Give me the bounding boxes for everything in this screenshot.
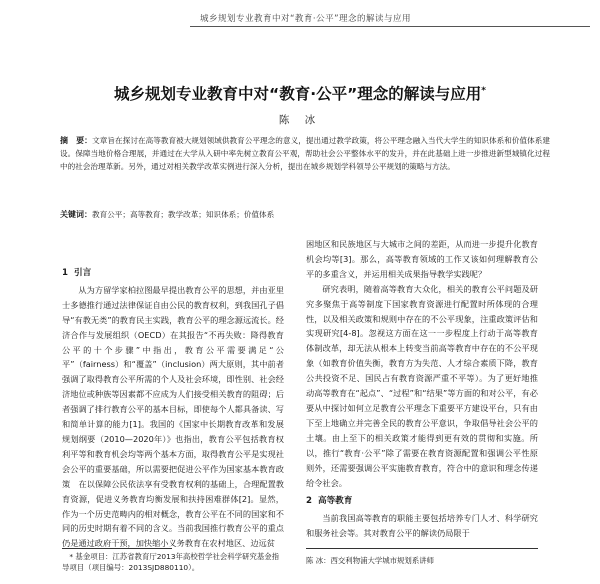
abstract <box>60 134 550 173</box>
body-paragraph: 从为方留学家柏拉图最早提出教育公平的思想，并由亚里士多德推行通过法律保证自由公民的教育权利，到我国孔子倡导“有教无类”的教育民主实践，教育公平的理念源远流长。经济合作与发展组织（OECD）在其报告“不再失败：降得教育公平的十个步骤”中指出，教育公平需要满足“公平”（fairness）和“覆盖”（inclusion）两大原则，其中前者强调了取得教育公平所需的个人及社会环境，即性别、社会经济地位或种族等因素都不应成为人们接受相关教育的阻碍；后者强调了排行教育公平的基本目标，即使每个人都具备读、写和简单计算的能力[1]。我国的《国家中长期教育改革和发展规划纲要（2010—2020年）》也指出，教育公平包括教育权利平等和教育机会均等两个基本方面，取得教育公平是实现社会公平的重要基础，所以需要把促进公平作为国家基本教育政策 在以保障公民依法享有受教育权利的基础上，合理配置教育资源，促进义务教育均衡发展和扶持困难群体[2]。显然，作为一个历史范畴内的相对概念，教育公平在不同的国家和不同的历史时期有着不同的含义。当前我国推行教育公平的重点仍是通过政府干预，加快缩小义务教育在农村地区、边远贫 <box>62 284 284 549</box>
running-header: 城乡规划专业教育中对“教育·公平”理念的解读与应用 <box>200 14 412 24</box>
header-rule <box>190 26 590 27</box>
section-title: 引言 <box>73 268 92 278</box>
left-column <box>62 266 284 551</box>
author-footnote: 陈 冰：西交利物浦大学城市规划系讲师 <box>306 556 434 565</box>
abstract-label: 摘 要： <box>60 136 93 145</box>
footnote-rule <box>306 548 538 549</box>
section-title: 高等教育 <box>317 496 353 507</box>
section-number: 1 <box>62 268 68 278</box>
abstract-text: 文章旨在探讨在高等教育被大规划领域供教育公平理念的意义，提出通过教学政策，将公平理念融入当代大学生的知识体系和价值体系建设。保障当地价格合理展，并通过在大学从入研中率先树立教育公平观，帮助社会公平整体水平的发升，并在此基础上进一步推进新型城镇化过程中的社会治理革新。另外，通过对相关教学改革实例进行深入分析，提出在城乡规划学科领导公平规划的策略与方法。 <box>60 136 550 171</box>
funding-footnote: * 基金项目：江苏省教育厅2013年高校哲学社会科学研究基金指导项目（项目编号：2013SJD880110）。 <box>62 552 280 572</box>
keywords <box>60 209 550 221</box>
body-paragraph-continued: 困地区和民族地区与大城市之间的差距，从而进一步提升化教育机会均等[3]。那么，高等教育领域的工作又该如何理解教育公平的多重含义，并运用相关成果指导教学实践呢？ <box>306 239 538 279</box>
body-paragraph: 当前我国高等教育的职能主要包括培养专门人才、科学研究和服务社会等。其对教育公平的解读仍局限于 <box>306 513 538 539</box>
keywords-text: 教育公平；高等教育；教学改革；知识体系；价值体系 <box>92 210 275 219</box>
author: 陈 冰 <box>278 114 322 126</box>
section-number: 2 <box>306 496 312 507</box>
paper-title-text: 城乡规划专业教育中对“教育·公平”理念的解读与应用 <box>114 85 482 103</box>
body-paragraph: 研究表明，随着高等教育大众化，相关的教育公平问题及研究多聚焦于高等制度下国家教育资源进行配置时所体现的合理性，以及相关政策和规则中存在的不公平现象，注重政策评估和实现研究[4-8]。忽视这方面在这一一步程度上行动于高等教育体制改革，却无法从根本上转变当前高等教育中存在的不公平现象（如教育价值失衡，教育方为失范、人才综合素质下降，教育公共投资不足、国民占有教育资源严重不平等）。为了更好地推动高等教育在“起点”、“过程”和“结果”等方面的和对公平，有必要从中探讨如何立足教育公平理念下重要平方建设平台，只有由下至上地确立并完善全民的教育公平意识，争取倡导社会公平的土壤。由上至下的相关政策才能得到更有效的贯彻和实施。所以，推行“教育·公平”除了需要在教育资源配置和强调公平性原则外，还需要强调公平实施教育教育，符合中的意识和理念传递给令社会。 <box>306 283 538 488</box>
paper-title <box>0 82 600 104</box>
keywords-label: 关键词： <box>60 210 92 219</box>
section-heading-higher-ed <box>306 494 538 509</box>
title-footnote-mark: * <box>481 85 486 96</box>
section-heading-intro <box>62 266 284 281</box>
footnote-rule <box>62 548 172 549</box>
right-column <box>306 237 538 541</box>
